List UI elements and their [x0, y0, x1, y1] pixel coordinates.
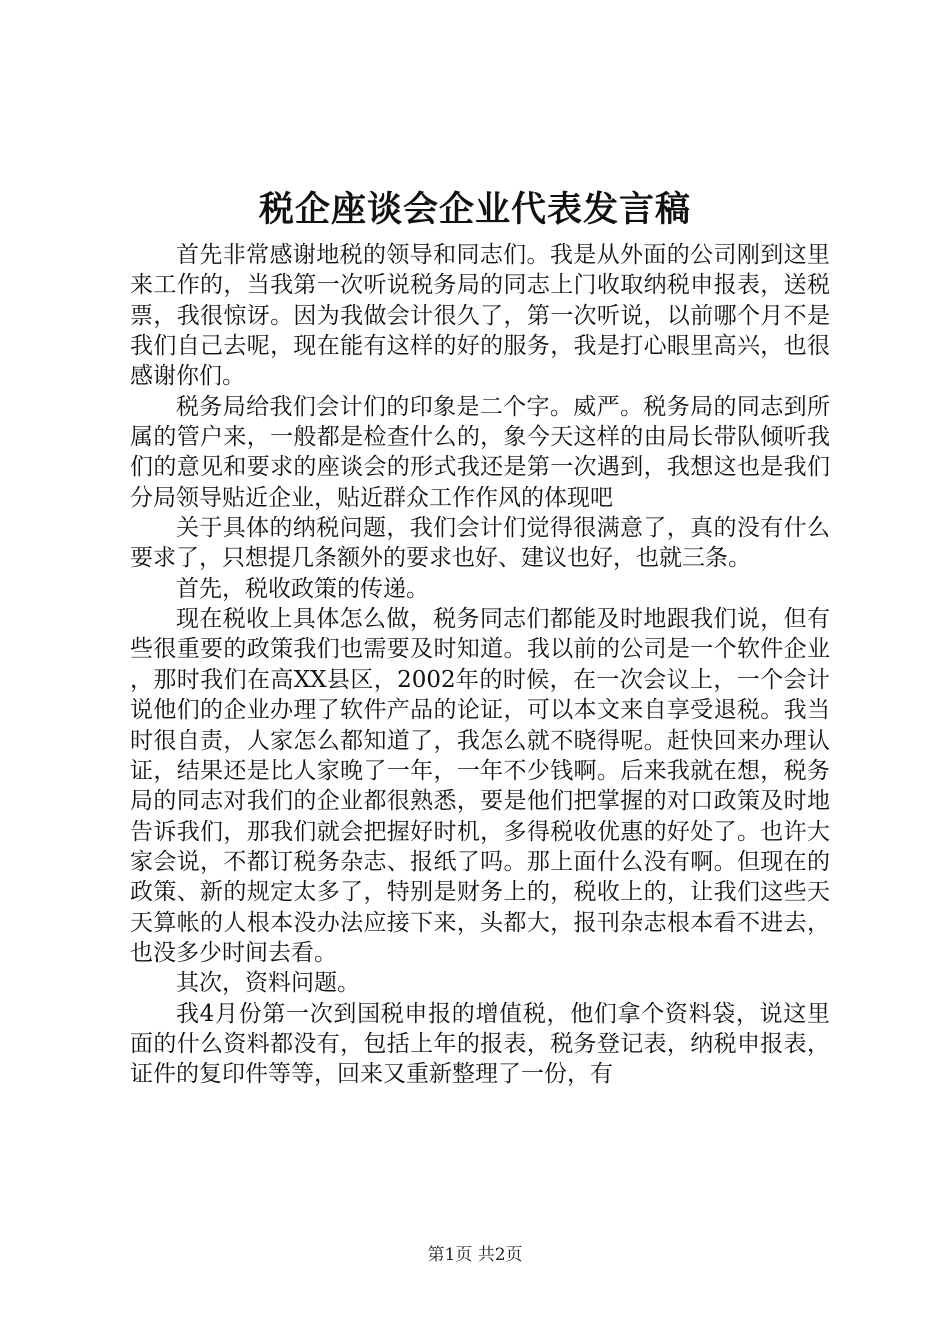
paragraph-5: 现在税收上具体怎么做，税务同志们都能及时地跟我们说，但有些很重要的政策我们也需要及时知道。我以前的公司是一个软件企业，那时我们在高XX县区，2002年的时候，在一次会议上，一个会计说他们的企业办理了软件产品的论证，可以本文来自享受退税。我当时很自责，人家怎么都知道了，我怎么就不晓得呢。赶快回来办理认证，结果还是比人家晚了一年，一年不少钱啊。后来我就在想，税务局的同志对我们的企业都很熟悉，要是他们把掌握的对口政策及时地告诉我们，那我们就会把握好时机，多得税收优惠的好处了。也许大家会说，不都订税务杂志、报纸了吗。那上面什么没有啊。但现在的政策、新的规定太多了，特别是财务上的，税收上的，让我们这些天天算帐的人根本没办法应接下来，头都大，报刊杂志根本看不进去，也没多少时间去看。	[130, 606, 830, 966]
document-title: 税企座谈会企业代表发言稿	[258, 189, 691, 230]
paragraph-3: 关于具体的纳税问题，我们会计们觉得很满意了，真的没有什么要求了，只想提几条额外的要求也好、建议也好，也就三条。	[130, 515, 830, 572]
paragraph-4: 首先，税收政策的传递。	[176, 575, 429, 602]
document-body	[130, 240, 830, 1090]
page-number-footer: 第1页 共2页	[427, 1245, 523, 1265]
paragraph-6: 其次，资料问题。	[176, 970, 360, 997]
paragraph-1: 首先非常感谢地税的领导和同志们。我是从外面的公司刚到这里来工作的，当我第一次听说税务局的同志上门收取纳税申报表，送税票，我很惊讶。因为我做会计很久了，第一次听说，以前哪个月不是我们自己去呢，现在能有这样的好的服务，我是打心眼里高兴，也很感谢你们。	[130, 242, 830, 390]
paragraph-7: 我4月份第一次到国税申报的增值税，他们拿个资料袋，说这里面的什么资料都没有，包括上年的报表，税务登记表，纳税申报表，证件的复印件等等，回来又重新整理了一份，有	[130, 1000, 830, 1088]
paragraph-2: 税务局给我们会计们的印象是二个字。威严。税务局的同志到所属的管户来，一般都是检查什么的，象今天这样的由局长带队倾听我们的意见和要求的座谈会的形式我还是第一次遇到，我想这也是我们分局领导贴近企业，贴近群众工作作风的体现吧	[130, 393, 830, 511]
